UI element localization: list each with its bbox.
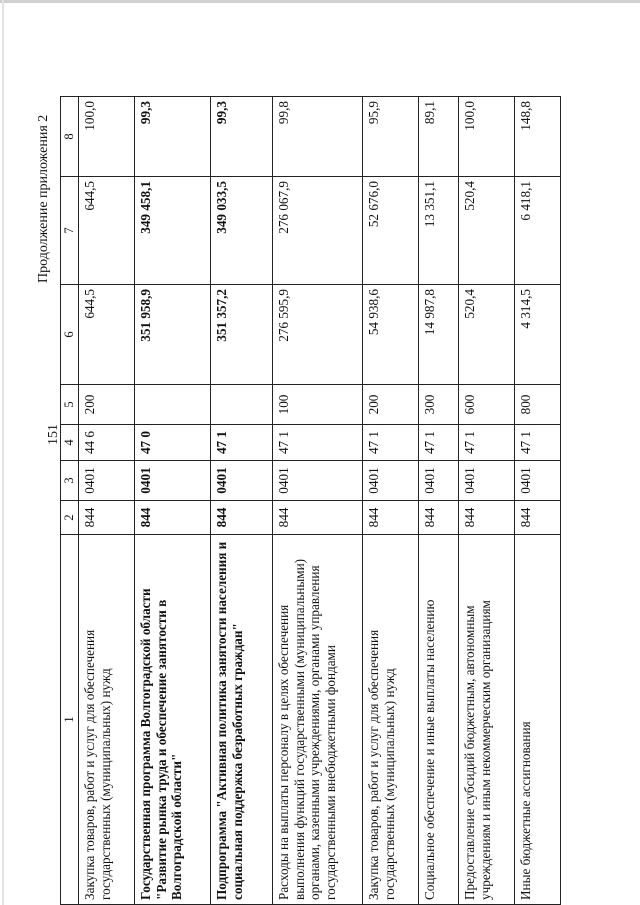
table-row <box>273 97 363 905</box>
column-header: 5 <box>61 385 79 425</box>
executed-amount-cell: 349 033,5 <box>211 177 273 285</box>
expense-type-cell <box>135 385 211 425</box>
row-name-cell: Государственная программа Волгоградской области "Развитие рынка труда и обеспечение занятости в Волгоградской области" <box>135 535 211 905</box>
approved-amount-cell: 351 357,2 <box>211 285 273 385</box>
approved-amount-cell: 644,5 <box>79 285 135 385</box>
page-number: 151 <box>46 424 61 445</box>
expense-type-cell: 200 <box>363 385 419 425</box>
approved-amount-cell: 54 938,6 <box>363 285 419 385</box>
target-code-cell: 47 0 <box>135 425 211 461</box>
table-row <box>419 97 459 905</box>
executed-amount-cell: 520,4 <box>459 177 515 285</box>
section-code-cell: 0401 <box>363 461 419 501</box>
column-header: 6 <box>61 285 79 385</box>
target-code-cell: 47 1 <box>211 425 273 461</box>
table-row <box>459 97 515 905</box>
approved-amount-cell: 276 595,9 <box>273 285 363 385</box>
expense-type-cell: 800 <box>515 385 561 425</box>
column-header: 2 <box>61 501 79 535</box>
ministry-code-cell: 844 <box>459 501 515 535</box>
budget-table <box>60 96 561 905</box>
approved-amount-cell: 4 314,5 <box>515 285 561 385</box>
expense-type-cell: 300 <box>419 385 459 425</box>
ministry-code-cell: 844 <box>135 501 211 535</box>
execution-percent-cell: 99,8 <box>273 97 363 177</box>
section-code-cell: 0401 <box>459 461 515 501</box>
section-code-cell: 0401 <box>273 461 363 501</box>
execution-percent-cell: 99,3 <box>135 97 211 177</box>
executed-amount-cell: 349 458,1 <box>135 177 211 285</box>
executed-amount-cell: 13 351,1 <box>419 177 459 285</box>
ministry-code-cell: 844 <box>211 501 273 535</box>
row-name-cell: Иные бюджетные ассигнования <box>515 535 561 905</box>
expense-type-cell: 200 <box>79 385 135 425</box>
rotated-page <box>0 95 600 905</box>
section-code-cell: 0401 <box>135 461 211 501</box>
target-code-cell: 47 1 <box>459 425 515 461</box>
execution-percent-cell: 148,8 <box>515 97 561 177</box>
execution-percent-cell: 100,0 <box>79 97 135 177</box>
row-name-cell: Социальное обеспечение и иные выплаты населению <box>419 535 459 905</box>
column-header: 8 <box>61 97 79 177</box>
column-header: 1 <box>61 535 79 905</box>
expense-type-cell: 100 <box>273 385 363 425</box>
row-name-cell: Предоставление субсидий бюджетным, автономным учреждениям и иным некоммерческим организациям <box>459 535 515 905</box>
executed-amount-cell: 644,5 <box>79 177 135 285</box>
execution-percent-cell: 95,9 <box>363 97 419 177</box>
scan-edge <box>0 0 640 3</box>
section-code-cell: 0401 <box>211 461 273 501</box>
table-row <box>363 97 419 905</box>
execution-percent-cell: 99,3 <box>211 97 273 177</box>
row-name-cell: Расходы на выплаты персоналу в целях обеспечения выполнения функций государственными (муниципальными) органами, казенными учреждениями, органами управления государственными внебюджетными фондами <box>273 535 363 905</box>
row-name-cell: Подпрограмма "Активная политика занятости населения и социальная поддержка безработных граждан" <box>211 535 273 905</box>
section-code-cell: 0401 <box>79 461 135 501</box>
execution-percent-cell: 89,1 <box>419 97 459 177</box>
executed-amount-cell: 276 067,9 <box>273 177 363 285</box>
ministry-code-cell: 844 <box>79 501 135 535</box>
target-code-cell: 44 6 <box>79 425 135 461</box>
table-row <box>515 97 561 905</box>
execution-percent-cell: 100,0 <box>459 97 515 177</box>
target-code-cell: 47 1 <box>363 425 419 461</box>
executed-amount-cell: 6 418,1 <box>515 177 561 285</box>
table-row <box>211 97 273 905</box>
executed-amount-cell: 52 676,0 <box>363 177 419 285</box>
table-row <box>135 97 211 905</box>
table-row <box>79 97 135 905</box>
expense-type-cell: 600 <box>459 385 515 425</box>
approved-amount-cell: 351 958,9 <box>135 285 211 385</box>
approved-amount-cell: 520,4 <box>459 285 515 385</box>
section-code-cell: 0401 <box>419 461 459 501</box>
target-code-cell: 47 1 <box>419 425 459 461</box>
table-body <box>79 97 561 905</box>
row-name-cell: Закупка товаров, работ и услуг для обеспечения государственных (муниципальных) нужд <box>363 535 419 905</box>
approved-amount-cell: 14 987,8 <box>419 285 459 385</box>
continuation-note: Продолжение приложения 2 <box>36 114 51 283</box>
section-code-cell: 0401 <box>515 461 561 501</box>
ministry-code-cell: 844 <box>515 501 561 535</box>
row-name-cell: Закупка товаров, работ и услуг для обеспечения государственных (муниципальных) нужд <box>79 535 135 905</box>
target-code-cell: 47 1 <box>515 425 561 461</box>
target-code-cell: 47 1 <box>273 425 363 461</box>
expense-type-cell <box>211 385 273 425</box>
ministry-code-cell: 844 <box>363 501 419 535</box>
column-number-row <box>61 97 79 905</box>
column-header: 7 <box>61 177 79 285</box>
column-header: 4 <box>61 425 79 461</box>
ministry-code-cell: 844 <box>419 501 459 535</box>
column-header: 3 <box>61 461 79 501</box>
ministry-code-cell: 844 <box>273 501 363 535</box>
